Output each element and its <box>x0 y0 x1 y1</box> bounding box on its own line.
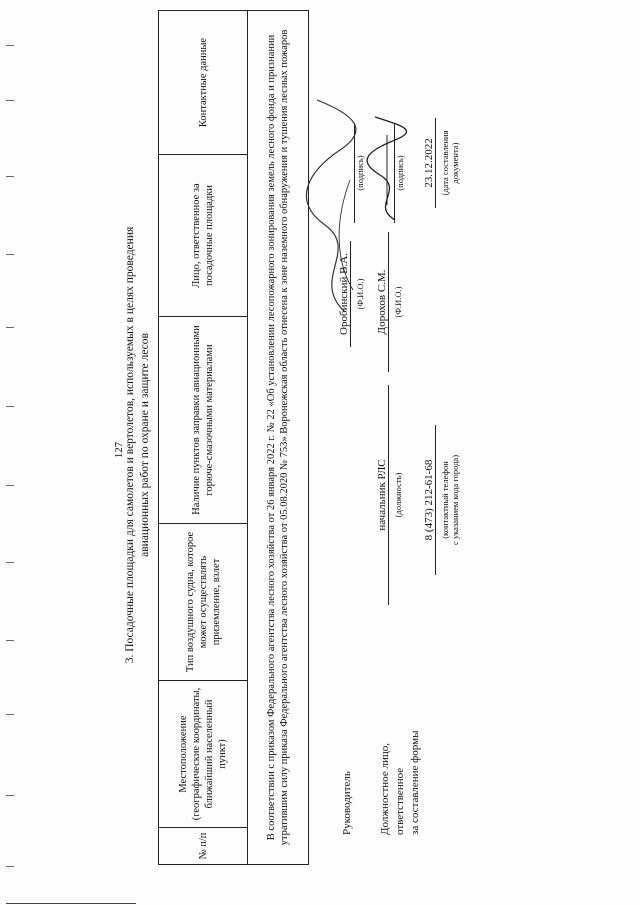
landing-sites-table <box>158 10 309 865</box>
official-label-line: Должностное лицо, <box>379 743 391 835</box>
header-cell-aircraft-type: Тип воздушного судна, которое может осуществлять приземление, взлет <box>159 524 248 681</box>
head-label: Руководитель <box>341 771 353 835</box>
header-cell-responsible-person: Лицо, ответственное за посадочные площадки <box>159 155 248 317</box>
head-name-caption: (Ф.И.О.) <box>355 278 365 310</box>
table-row <box>248 11 309 865</box>
official-position: начальник РЛС <box>376 385 389 605</box>
head-sign-caption: (подпись) <box>355 155 365 191</box>
official-label-line: за составление формы <box>409 730 421 835</box>
document-date: 23.12.2022 <box>423 118 436 208</box>
header-cell-location: Местоположение (географические координаты, ближайший населенный пункт) <box>159 681 248 828</box>
table-header-row <box>159 11 248 865</box>
official-label <box>378 731 423 835</box>
head-name: Оробинский В.А. <box>338 241 351 347</box>
position-caption: (должность) <box>393 472 403 518</box>
header-cell-number: № п/п <box>159 828 248 865</box>
official-name: Дорохов С.М. <box>376 232 389 372</box>
header-cell-contacts: Контактные данные <box>159 11 248 155</box>
official-name-caption: (Ф.И.О.) <box>393 286 403 318</box>
official-signature-scribble <box>365 115 410 225</box>
date-caption-line: документа) <box>450 142 460 184</box>
page-number: 127 <box>113 441 125 459</box>
head-signature-scribble <box>305 95 365 320</box>
contact-phone: 8 (473) 212-61-68 <box>423 425 436 575</box>
date-caption-line: (дата составления <box>440 130 450 196</box>
official-sign-caption: (подпись) <box>395 155 405 191</box>
header-cell-refueling: Наличие пунктов заправки авиационными горюче-смазочными материалами <box>159 317 248 524</box>
phone-caption <box>440 425 460 575</box>
phone-caption-line: с указанием кода города) <box>450 454 460 546</box>
section-title-line: 3. Посадочные площадки для самолетов и вертолетов, используемых в целях проведения <box>124 226 136 664</box>
date-caption <box>440 118 460 208</box>
rotated-content <box>0 5 630 905</box>
section-title-line: авиационных работ по охране и защите лесов <box>139 333 151 557</box>
zoning-note: В соответствии с приказом Федерального агентства лесного хозяйства от 26 января 2022 г. № 22 «Об установлении лесопожарного зонирования земель лесного фонда и признании утратившим силу приказа Федерального агентства лесного хозяйства от 05.08.2020 № 753» Воронежская область отнесена к зоне наземного обнаружения и тушения лесных пожаров <box>248 11 309 865</box>
section-title <box>123 125 153 765</box>
official-label-line: ответственное <box>394 767 406 835</box>
phone-caption-line: (контактный телефон <box>440 461 450 539</box>
